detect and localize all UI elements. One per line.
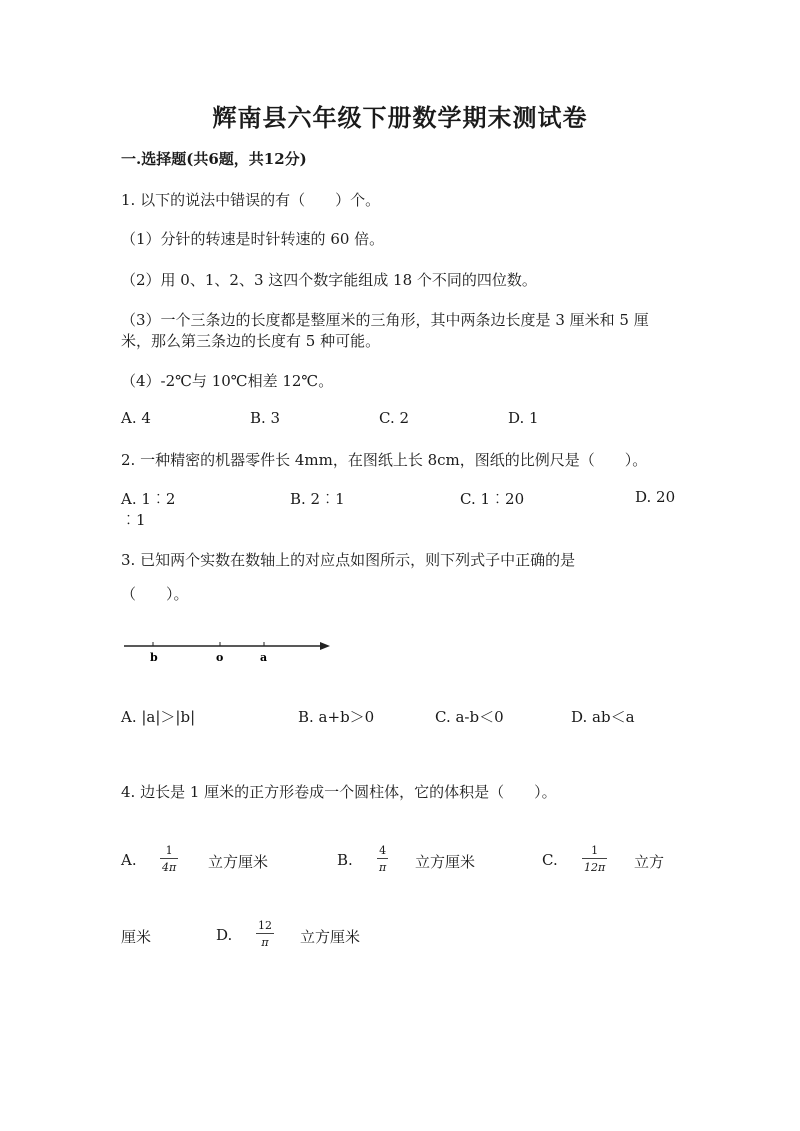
question-4-option-b-unit: 立方厘米	[415, 853, 476, 871]
question-4-option-a[interactable]: A.	[121, 851, 137, 869]
fraction-a	[160, 845, 178, 873]
fraction-d-numerator: 12	[258, 919, 272, 932]
question-4-option-a-unit: 立方厘米	[208, 853, 269, 871]
fraction-d	[256, 920, 274, 948]
question-4-option-c-unit-part-2: 厘米	[121, 928, 152, 946]
question-3-option-a[interactable]: A. |a|＞|b|	[121, 708, 196, 726]
question-4-option-c[interactable]: C.	[542, 851, 558, 869]
question-1-statement-1: （1）分针的转速是时针转速的 60 倍。	[121, 230, 385, 248]
fraction-a-denominator: 4π	[162, 861, 177, 874]
question-1-statement-3-line-2: 米，那么第三条边的长度有 5 种可能。	[121, 332, 381, 350]
axis-label-b: b	[150, 651, 158, 664]
fraction-b-denominator: π	[379, 861, 387, 874]
question-3-stem-continued: （ ）。	[121, 585, 189, 603]
question-1-option-c[interactable]: C. 2	[379, 409, 410, 427]
question-2-option-a[interactable]: A. 1︰2	[121, 490, 176, 508]
fraction-b	[377, 845, 388, 873]
fraction-c-denominator: 12π	[584, 861, 606, 874]
axis-label-o: o	[216, 651, 224, 664]
question-1-statement-3-line-1: （3）一个三条边的长度都是整厘米的三角形，其中两条边长度是 3 厘米和 5 厘	[121, 311, 649, 329]
question-4-option-c-unit-part-1: 立方	[634, 853, 665, 871]
question-2-stem: 2. 一种精密的机器零件长 4mm，在图纸上长 8cm，图纸的比例尺是（ ）。	[121, 451, 648, 469]
question-3-option-d[interactable]: D. ab＜a	[571, 708, 635, 726]
question-4-option-d[interactable]: D.	[216, 926, 233, 944]
question-2-option-b[interactable]: B. 2︰1	[290, 490, 345, 508]
question-1-option-a[interactable]: A. 4	[121, 409, 151, 427]
question-1-option-b[interactable]: B. 3	[250, 409, 281, 427]
fraction-c	[582, 845, 607, 873]
question-4-stem: 4. 边长是 1 厘米的正方形卷成一个圆柱体，它的体积是（ ）。	[121, 783, 557, 801]
question-3-option-b[interactable]: B. a+b＞0	[298, 708, 375, 726]
question-2-option-d[interactable]: D. 20	[635, 488, 676, 506]
question-1-statement-4: （4）-2℃与 10℃相差 12℃。	[121, 372, 334, 390]
question-1-statement-2: （2）用 0、1、2、3 这四个数字能组成 18 个不同的四位数。	[121, 271, 537, 289]
page-title: 辉南县六年级下册数学期末测试卷	[212, 103, 588, 132]
question-2-option-d-wrap: ︰1	[121, 511, 146, 529]
question-3-option-c[interactable]: C. a-b＜0	[435, 708, 504, 726]
question-1-option-d[interactable]: D. 1	[508, 409, 539, 427]
fraction-b-numerator: 4	[379, 844, 387, 857]
fraction-c-numerator: 1	[591, 844, 599, 857]
section-heading: 一.选择题(共6题，共12分)	[121, 150, 307, 168]
question-1-stem: 1. 以下的说法中错误的有（ ）个。	[121, 191, 381, 209]
number-line-figure	[120, 632, 335, 668]
number-line-arrow-icon	[320, 642, 330, 650]
question-4-option-b[interactable]: B.	[337, 851, 353, 869]
question-2-option-c[interactable]: C. 1︰20	[460, 490, 525, 508]
question-3-stem: 3. 已知两个实数在数轴上的对应点如图所示，则下列式子中正确的是	[121, 551, 576, 569]
question-4-option-d-unit: 立方厘米	[300, 928, 361, 946]
fraction-d-denominator: π	[261, 936, 269, 949]
axis-label-a: a	[260, 651, 268, 664]
fraction-a-numerator: 1	[165, 844, 173, 857]
